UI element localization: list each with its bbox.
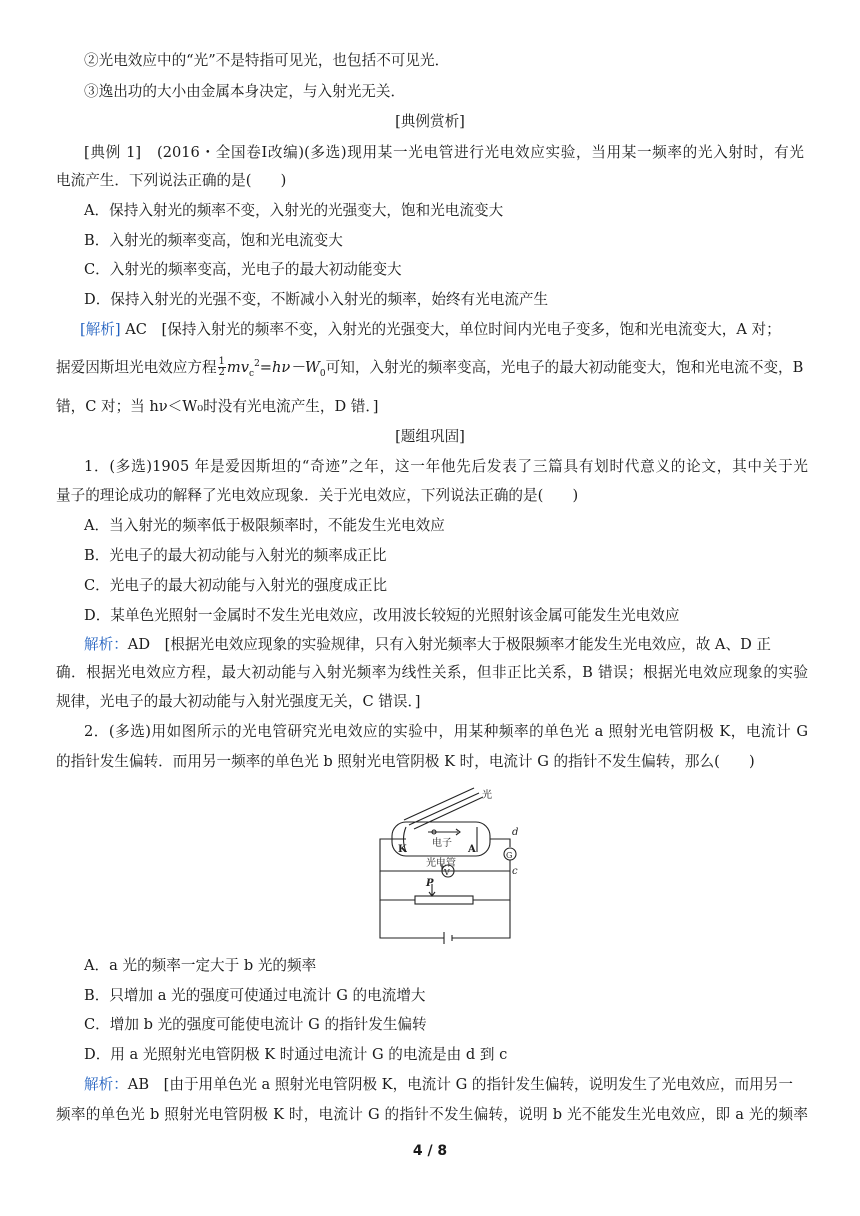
q2-stem-line-2: 的指针发生偏转．而用另一频率的单色光 b 照射光电管阴极 K 时，电流计 G 的指针不发生偏转，那么( )	[56, 753, 755, 770]
q1-option-b: B．光电子的最大初动能与入射光的频率成正比	[84, 547, 387, 564]
q2-solution-line-1	[84, 1075, 808, 1095]
label-a: A	[468, 844, 476, 855]
example1-stem-line-2: 电流产生．下列说法正确的是( )	[56, 172, 287, 189]
label-g: G	[506, 851, 513, 860]
equation-rhs: =hν－W	[259, 358, 320, 376]
example1-stem-line-1: [典例 1] (2016・全国卷Ⅰ改编)(多选)现用某一光电管进行光电效应实验，当用某一频率的光入射时，有光	[84, 144, 804, 161]
example1-option-c: C．入射光的频率变高，光电子的最大初动能变大	[84, 261, 402, 278]
intro-line-1: ②光电效应中的“光”不是特指可见光，也包括不可见光．	[84, 52, 450, 69]
q2-option-c: C．增加 b 光的强度可能使电流计 G 的指针发生偏转	[84, 1016, 427, 1033]
photoelectric-circuit-figure	[360, 782, 540, 944]
solution-text: AC [保持入射光的频率不变，入射光的光强变大，单位时间内光电子变多，饱和光电流变大，A 对；	[125, 321, 781, 338]
q1-solution-line-3: 规律，光电子的最大初动能与入射光强度无关，C 错误．]	[56, 693, 421, 710]
equation-superscript-2: 2	[254, 359, 260, 369]
solution-text: AD [根据光电效应现象的实验规律，只有入射光频率大于极限频率才能发生光电效应，故 A、D 正	[127, 636, 772, 653]
label-v: V	[444, 868, 450, 877]
q1-option-a: A．当入射光的频率低于极限频率时，不能发生光电效应	[84, 517, 445, 534]
fraction-denominator: 2	[218, 367, 225, 379]
page-number: 4 / 8	[412, 1143, 448, 1159]
q1-solution-line-1	[84, 635, 808, 655]
solution-tag: 解析：	[84, 636, 128, 653]
example1-solution-line-2	[56, 352, 808, 386]
label-c: c	[512, 866, 518, 877]
equation-subscript-0: 0	[319, 368, 326, 379]
solution-tag: 解析：	[84, 1076, 128, 1093]
q2-stem-line-1: 2．(多选)用如图所示的光电管研究光电效应的实验中，用某种频率的单色光 a 照射光电管阴极 K，电流计 G	[84, 723, 808, 740]
light-beam-line-1	[404, 788, 474, 820]
q2-option-b: B．只增加 a 光的强度可使通过电流计 G 的电流增大	[84, 987, 426, 1004]
example1-solution-line-3: 错，C 对；当 hν＜W₀时没有光电流产生，D 错．]	[56, 398, 379, 415]
label-phototube: 光电管	[426, 858, 456, 869]
circuit-left-down-wire	[380, 871, 415, 900]
q1-option-c: C．光电子的最大初动能与入射光的强度成正比	[84, 577, 388, 594]
example1-option-b: B．入射光的频率变高，饱和光电流变大	[84, 232, 343, 249]
label-electron: 电子	[432, 838, 452, 849]
label-k: K	[398, 844, 407, 855]
equation-subscript-c: c	[249, 368, 255, 379]
q1-solution-line-2: 确．根据光电效应方程，最大初动能与入射光频率为线性关系，但非正比关系，B 错误；根据光电效应现象的实验	[56, 664, 808, 681]
example1-option-a: A．保持入射光的频率不变，入射光的光强变大，饱和光电流变大	[84, 202, 504, 219]
light-beam-line-2	[409, 793, 479, 825]
intro-line-2: ③逸出功的大小由金属本身决定，与入射光无关．	[84, 83, 406, 100]
fraction-numerator: 1	[218, 356, 225, 368]
solution-tag: [解析]	[80, 321, 121, 338]
fraction-one-half	[218, 357, 226, 378]
rheostat-resistor	[415, 896, 473, 904]
q2-solution-line-2: 频率的单色光 b 照射光电管阴极 K 时，电流计 G 的指针不发生偏转，说明 b 光不能发生光电效应，即 a 光的频率	[56, 1106, 808, 1123]
equation-lead-text: 据爱因斯坦光电效应方程	[56, 358, 217, 376]
q2-option-d: D．用 a 光照射光电管阴极 K 时通过电流计 G 的电流是由 d 到 c	[84, 1046, 508, 1063]
solution-text: AB [由于用单色光 a 照射光电管阴极 K，电流计 G 的指针发生偏转，说明发生了光电效应，而用另一	[127, 1076, 793, 1093]
example1-solution-line-1	[80, 320, 808, 340]
equation-trailing-text: 可知，入射光的频率变高，光电子的最大初动能变大，饱和光电流不变，B	[325, 358, 804, 376]
equation-mv: mv	[226, 358, 250, 376]
q1-stem-line-1: 1．(多选)1905 年是爱因斯坦的“奇迹”之年，这一年他先后发表了三篇具有划时代意义的论文，其中关于光	[84, 458, 808, 475]
circuit-anode-wire	[490, 839, 510, 847]
section-heading-practice: [题组巩固]	[395, 428, 465, 445]
battery-loop-wire	[380, 900, 510, 938]
q1-stem-line-2: 量子的理论成功的解释了光电效应现象．关于光电效应，下列说法正确的是( )	[56, 487, 579, 504]
label-light: 光	[482, 790, 492, 801]
label-d: d	[512, 827, 519, 838]
label-p: P	[426, 878, 434, 889]
example1-option-d: D．保持入射光的光强不变，不断减小入射光的频率，始终有光电流产生	[84, 291, 549, 308]
q2-option-a: A．a 光的频率一定大于 b 光的频率	[84, 957, 317, 974]
light-beam-line-3	[414, 797, 483, 829]
circuit-right-down-wire	[473, 871, 510, 900]
section-heading-examples: [典例赏析]	[395, 113, 465, 130]
q1-option-d: D．某单色光照射一金属时不发生光电效应，改用波长较短的光照射该金属可能发生光电效应	[84, 607, 680, 624]
